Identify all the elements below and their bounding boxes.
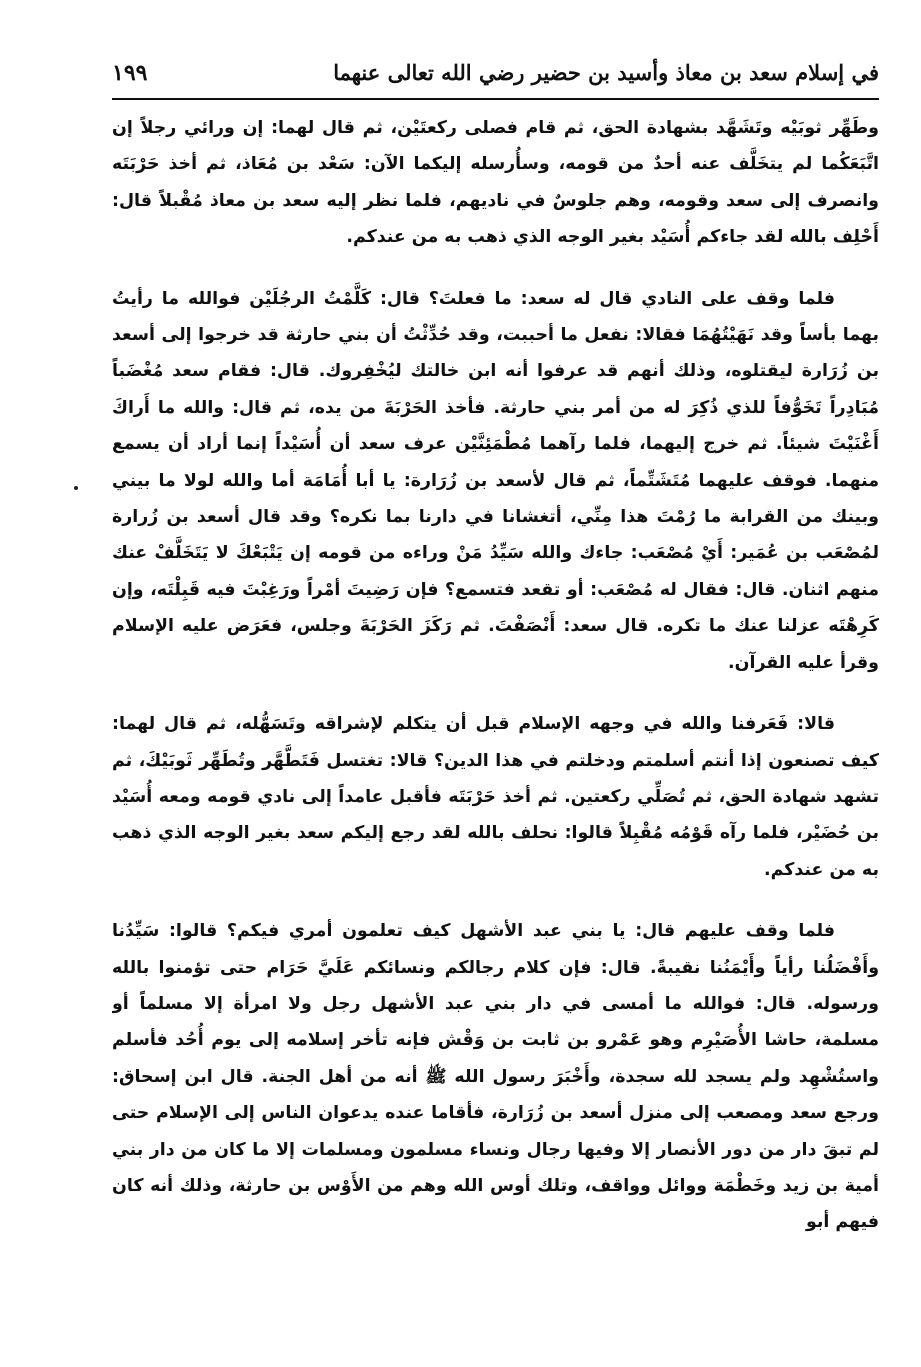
page-number: ١٩٩	[112, 60, 148, 86]
body-text	[112, 110, 879, 1337]
header-title: في إسلام سعد بن معاذ وأسيد بن حضير رضي الله تعالى عنهما	[333, 60, 879, 85]
paragraph-4: فلما وقف عليهم قال: يا بني عبد الأشهل كيف تعلمون أمري فيكم؟ قالوا: سَيِّدُنا وأَفْضَلُنا رأياً وأَيْمَنُنا نقيبةً. قال: فإن كلام رجالكم ونسائكم عَلَيَّ حَرَام حتى تؤمنوا بالله ورسوله. قال: فوالله ما أمسى في دار بني عبد الأشهل رجل ولا امرأة إلا مسلماً أو مسلمة، حاشا الأُصَيْرِم وهو عَمْرو بن ثابت بن وَقْش فإنه تأخر إسلامه إلى يوم أُحُد فأسلم واستُشْهِد ولم يسجد لله سجدة، وأَخْبَرَ رسول الله ﷺ أنه من أهل الجنة. قال ابن إسحاق: ورجع سعد ومصعب إلى منزل أسعد بن زُرَارة، فأقاما عنده يدعوان الناس إلى الإسلام حتى لم تبقَ دار من دور الأنصار إلا وفيها رجال ونساء مسلمون ومسلمات إلا ما كان من دار بني أمية بن زيد وخَطْمَة ووائل وواقف، وتلك أوس الله وهم من الأَوْس بن حارثة، وذلك أنه كان فيهم أبو	[112, 921, 879, 1233]
running-header	[112, 58, 879, 100]
margin-speck	[74, 486, 78, 490]
paragraph-3: قالا: فَعَرفنا والله في وجهه الإسلام قبل أن يتكلم لإشراقه وتَسَهُّله، ثم قال لهما: كيف تصنعون إذا أنتم أسلمتم ودخلتم في هذا الدين؟ قالا: تغتسل فَتَطَّهَّر وتُطَهِّر ثَوبَيْكَ، ثم تشهد شهادة الحق، ثم تُصَلِّي ركعتين. ثم أخذ حَرْبَتَه فأقبل عامداً إلى نادي قومه ومعه أُسَيْد بن حُضَيْر، فلما رآه قَوْمُه مُقْبِلاً قالوا: نحلف بالله لقد رجع إليكم سعد بغير الوجه الذي ذهب به من عندكم.	[112, 714, 879, 880]
paragraph-2: فلما وقف على النادي قال له سعد: ما فعلتَ؟ قال: كَلَّمْتُ الرجُلَيْن فوالله ما رأيتُ بهما بأساً وقد نَهَيْتُهُمَا فقالا: نفعل ما أحببت، وقد حُدِّثْتُ أن بني حارثة قد خرجوا إلى أسعد بن زُرَارة ليقتلوه، وذلك أنهم قد عرفوا أنه ابن خالتك ليُخْفِروك. قال: فقام سعد مُغْضَباً مُبَادِراً تَخَوُّفاً للذي ذُكِرَ له من أمر بني حارثة. فأخذ الحَرْبَةَ من يده، ثم قال: والله ما أَراكَ أَغْنَيْتَ شيئاً. ثم خرج إليهما، فلما رآهما مُطْمَئِنَّيْن عرف سعد أن أُسَيْداً إنما أراد أن يسمع منهما. فوقف عليهما مُتَشَتِّماً، ثم قال لأسعد بن زُرَارة: يا أبا أُمَامَة أما والله لولا ما بيني وبينك من القرابة ما رُمْتَ هذا مِنِّي، أتغشانا في دارنا بما نكره؟ وقد قال أسعد بن زُرارة لمُصْعَب بن عُمَير: أَيْ مُصْعَب: جاءك والله سَيِّدُ مَنْ وراءه من قومه إن يَتْبَعْكَ لا يَتَخَلَّفْ عنك منهم اثنان. قال: فقال له مُصْعَب: أو تقعد فتسمع؟ فإن رَضِيتَ أمْراً ورَغِبْتَ فيه قَبِلْتَه، وإن كَرِهْتَه عزلنا عنك ما تكره. قال سعد: أَنْصَفْتَ. ثم رَكَزَ الحَرْبَةَ وجلس، فعَرَض عليه الإسلام وقرأ عليه القرآن.	[112, 288, 879, 673]
paragraph-1: وطَهِّر ثوبَيْه وتَشَهَّد بشهادة الحق، ثم قام فصلى ركعتَيْن، ثم قال لهما: إن ورائي رجلاً إن اتَّبَعَكُما لم يتخَلَّف عنه أحدٌ من قومه، وسأُرسله إليكما الآن: سَعْد بن مُعَاذ، ثم أخذ حَرْبَتَه وانصرف إلى سعد وقومه، وهم جلوسٌ في ناديهم، فلما نظر إليه سعد بن معاذ مُقْبلاً قال: أَحْلِف بالله لقد جاءكم أُسَيْد بغير الوجه الذي ذهب به من عندكم.	[112, 118, 879, 248]
